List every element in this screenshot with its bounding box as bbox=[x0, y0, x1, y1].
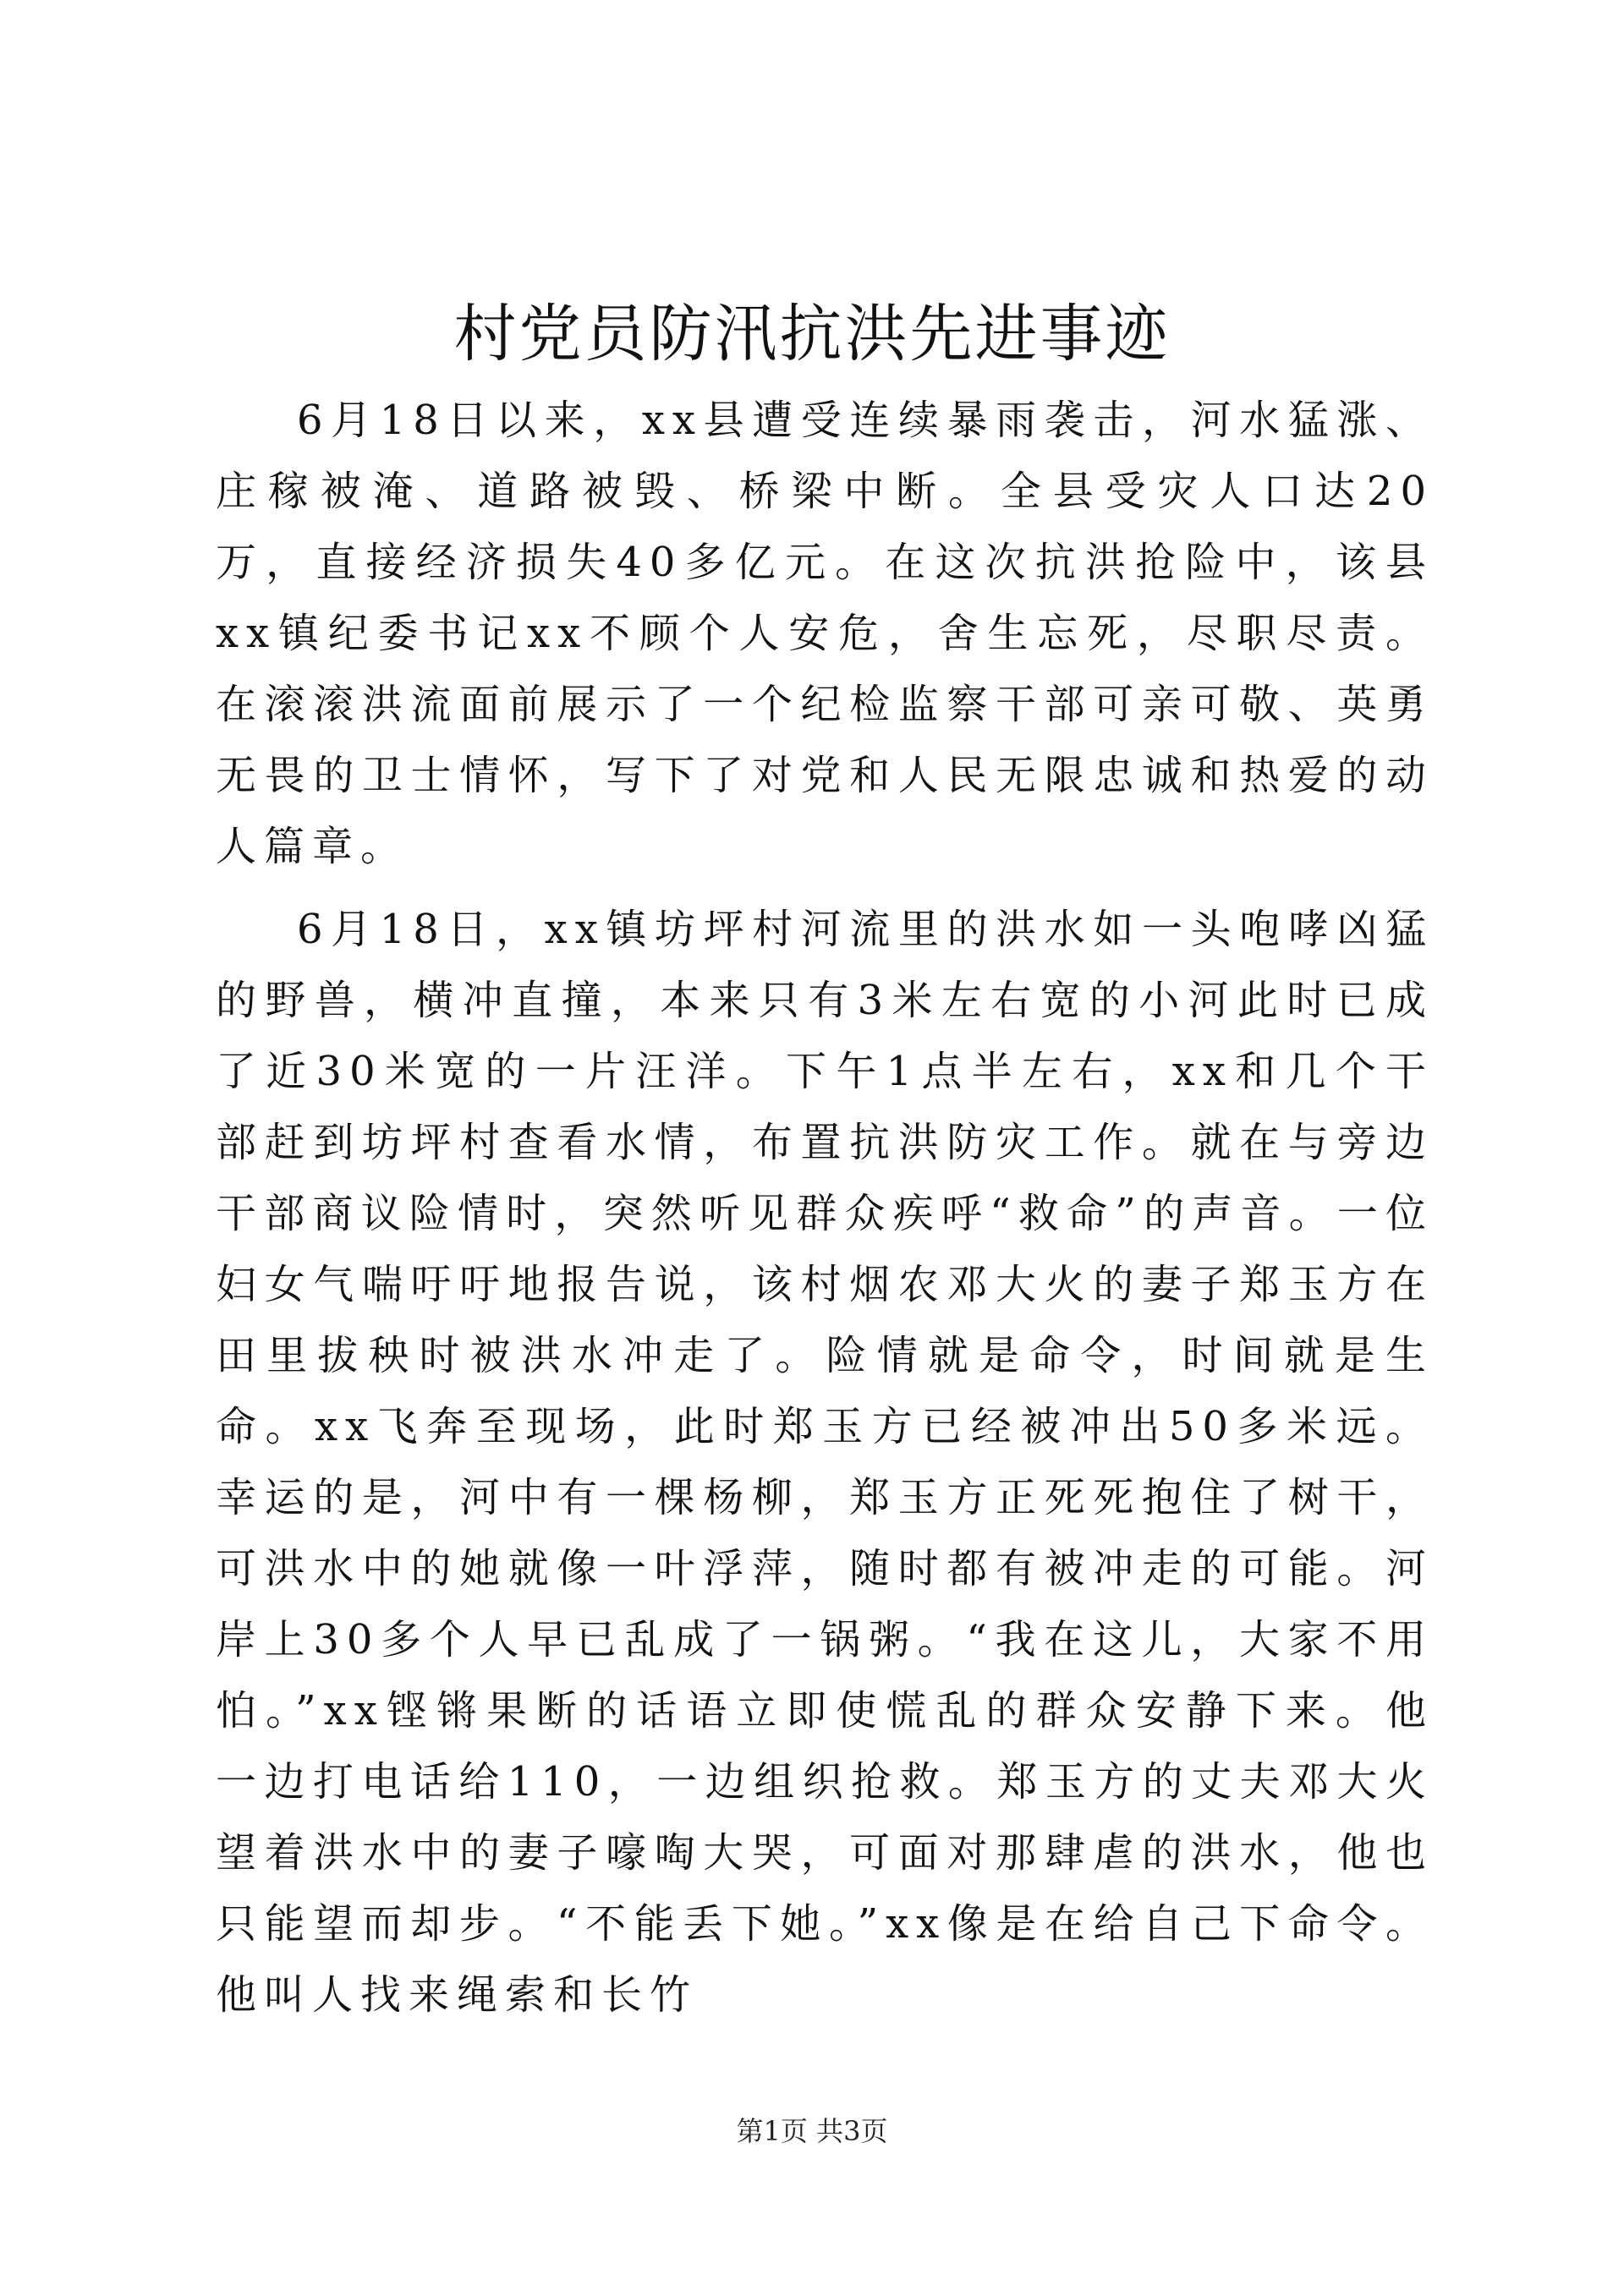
paragraph-1: 6月18日以来，xx县遭受连续暴雨袭击，河水猛涨、庄稼被淹、道路被毁、桥梁中断。全县受灾人口达20万，直接经济损失40多亿元。在这次抗洪抢险中，该县xx镇纪委书记xx不顾个人安危，舍生忘死，尽职尽责。在滚滚洪流面前展示了一个纪检监察干部可亲可敬、英勇无畏的卫士情怀，写下了对党和人民无限忠诚和热爱的动人篇章。 bbox=[216, 397, 1434, 870]
document-title: 村党员防汛抗洪先进事迹 bbox=[453, 298, 1171, 370]
page-footer: 第1页 共3页 bbox=[736, 2115, 888, 2147]
document-body bbox=[216, 385, 1434, 2030]
paragraph-2: 6月18日，xx镇坊坪村河流里的洪水如一头咆哮凶猛的野兽，横冲直撞，本来只有3米左右宽的小河此时已成了近30米宽的一片汪洋。下午1点半左右，xx和几个干部赶到坊坪村查看水情，布置抗洪防灾工作。就在与旁边干部商议险情时，突然听见群众疾呼“救命”的声音。一位妇女气喘吁吁地报告说，该村烟农邓大火的妻子郑玉方在田里拔秧时被洪水冲走了。险情就是命令，时间就是生命。xx飞奔至现场，此时郑玉方已经被冲出50多米远。幸运的是，河中有一棵杨柳，郑玉方正死死抱住了树干，可洪水中的她就像一叶浮萍，随时都有被冲走的可能。河岸上30多个人早已乱成了一锅粥。“我在这儿，大家不用怕。”xx铿锵果断的话语立即使慌乱的群众安静下来。他一边打电话给110，一边组织抢救。郑玉方的丈夫邓大火望着洪水中的妻子嚎啕大哭，可面对那肆虐的洪水，他也只能望而却步。“不能丢下她。”xx像是在给自己下命令。他叫人找来绳索和长竹 bbox=[216, 906, 1434, 2019]
